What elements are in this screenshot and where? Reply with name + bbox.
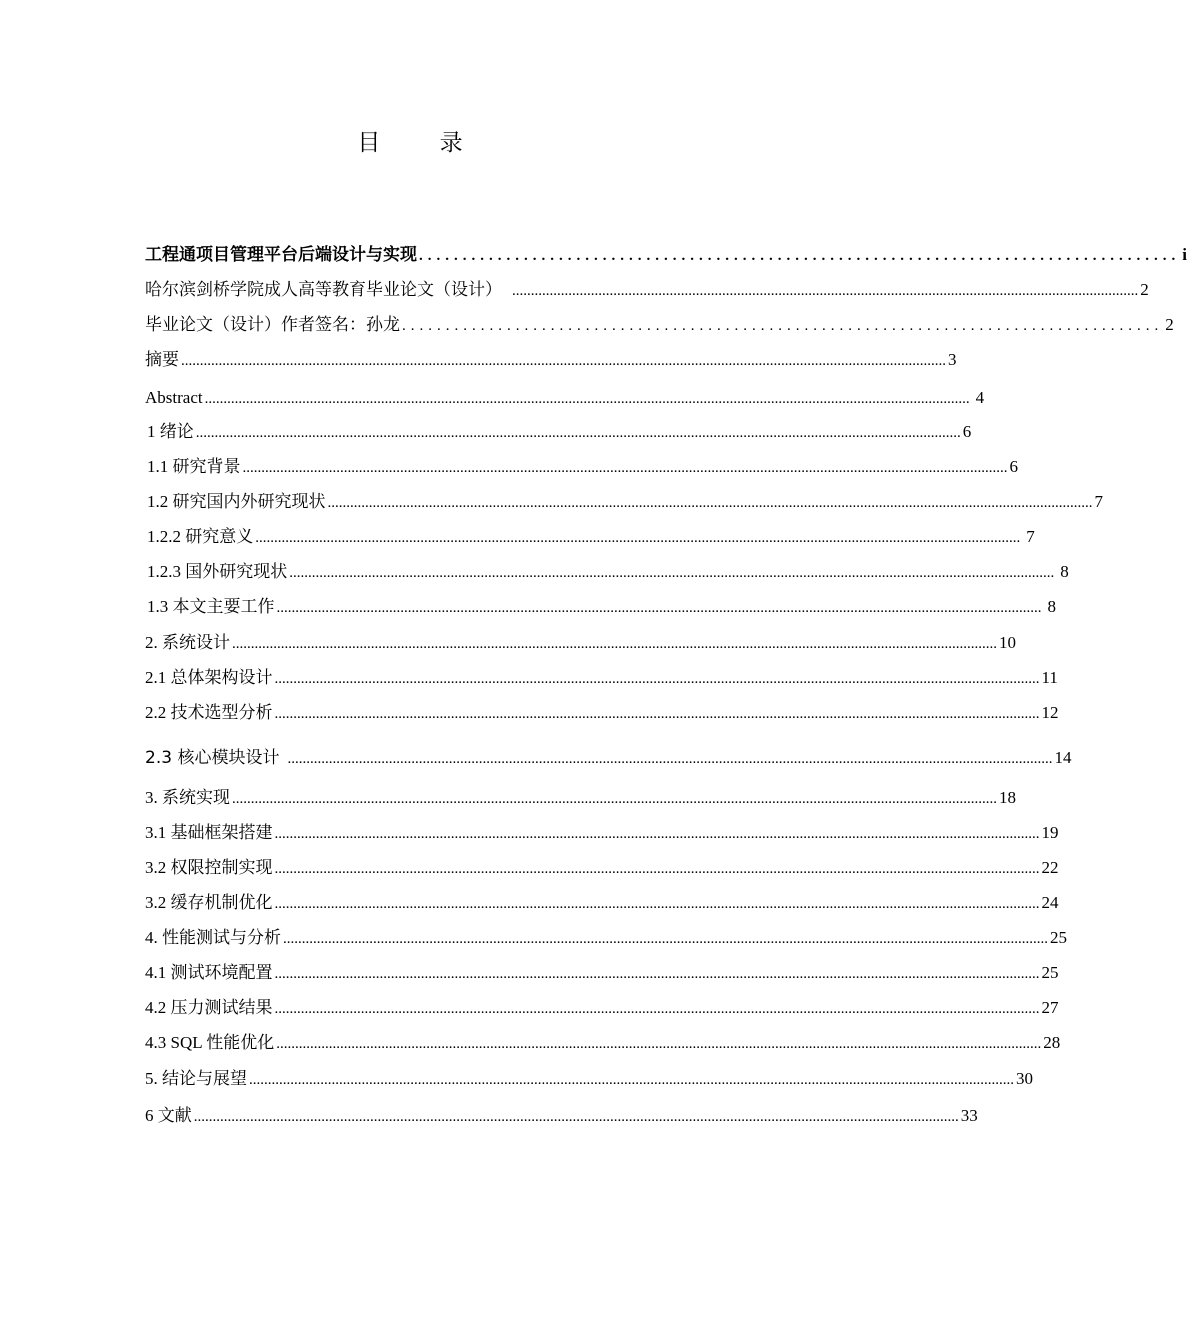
toc-entry-page: 19 bbox=[1041, 823, 1059, 842]
dot-leader: ............................................................................................................................................................................................................ bbox=[249, 1072, 1014, 1088]
dot-leader: ............................................................................................................................................................................................................ bbox=[287, 751, 1053, 767]
dot-leader: ............................................................................................................................................................................................................ bbox=[274, 671, 1040, 687]
toc-entry-page: 2 bbox=[1140, 280, 1149, 299]
dot-leader: ............................................................................................................................................................................................................ bbox=[276, 1036, 1042, 1052]
toc-entry-page: 12 bbox=[1041, 703, 1059, 722]
toc-entry-title: 毕业论文（设计）作者签名：孙龙 bbox=[145, 315, 400, 334]
toc-entry-title: 2.2 技术选型分析 bbox=[145, 703, 273, 722]
toc-entry-title: 摘要 bbox=[145, 350, 179, 369]
toc-entry-page: 4 bbox=[975, 388, 985, 407]
toc-entry[interactable] bbox=[145, 745, 1072, 771]
toc-entry[interactable] bbox=[145, 347, 957, 373]
toc-entry-page: 27 bbox=[1041, 998, 1059, 1017]
toc-entry-title: 3.2 缓存机制优化 bbox=[145, 893, 273, 912]
toc-entry-page: 25 bbox=[1041, 963, 1059, 982]
toc-entry-title: 6 文献 bbox=[145, 1106, 192, 1125]
toc-entry-title: 工程通项目管理平台后端设计与实现 bbox=[145, 245, 417, 264]
page-title: 目 录 bbox=[357, 130, 489, 156]
dot-leader: ............................................................................................................................................................................................................ bbox=[274, 706, 1040, 722]
dot-leader: ............................................................................................................................................................................................................ bbox=[195, 425, 961, 441]
toc-entry[interactable] bbox=[145, 312, 1174, 338]
toc-entry-title: 1 绪论 bbox=[147, 422, 194, 441]
toc-entry-page: 25 bbox=[1050, 928, 1067, 947]
toc-entry[interactable] bbox=[145, 1030, 1061, 1056]
dot-leader: ....................................................................................... bbox=[402, 318, 1164, 334]
toc-entry-title: 3. 系统实现 bbox=[145, 788, 230, 807]
toc-entry-page: 7 bbox=[1094, 492, 1103, 511]
dot-leader: ............................................................................................................................................................................................................ bbox=[283, 931, 1048, 947]
dot-leader: ............................................................................................................................................................................................................ bbox=[276, 600, 1042, 616]
toc-entry[interactable] bbox=[147, 419, 972, 445]
toc-entry-title: 4.1 测试环境配置 bbox=[145, 963, 273, 982]
toc-entry[interactable] bbox=[147, 559, 1069, 585]
dot-leader: ............................................................................................................................................................................................................ bbox=[274, 826, 1040, 842]
dot-leader: ............................................................................................................................................................................................................ bbox=[274, 896, 1040, 912]
toc-entry-page: 10 bbox=[999, 633, 1016, 652]
toc-entry-page: 6 bbox=[1009, 457, 1018, 476]
dot-leader: ............................................................................................................................................................................................................ bbox=[242, 460, 1008, 476]
toc-entry-title: 哈尔滨剑桥学院成人高等教育毕业论文（设计） bbox=[145, 280, 502, 299]
toc-entry[interactable] bbox=[145, 242, 1187, 268]
dot-leader: ............................................................................................................................................................................................................ bbox=[232, 791, 997, 807]
toc-entry[interactable] bbox=[145, 890, 1059, 916]
toc-entry-title: 1.1 研究背景 bbox=[147, 457, 241, 476]
toc-entry[interactable] bbox=[145, 385, 985, 411]
toc-entry[interactable] bbox=[145, 277, 1149, 303]
toc-entry-title: 1.2.2 研究意义 bbox=[147, 527, 254, 546]
toc-entry-page: 22 bbox=[1041, 858, 1059, 877]
toc-entry[interactable] bbox=[145, 1103, 978, 1129]
dot-leader: ....................................................................................... bbox=[419, 248, 1181, 264]
dot-leader: ............................................................................................................................................................................................................ bbox=[232, 636, 997, 652]
toc-entry[interactable] bbox=[145, 855, 1059, 881]
toc-entry[interactable] bbox=[147, 454, 1018, 480]
toc-entry[interactable] bbox=[147, 594, 1056, 620]
toc-entry-page: 6 bbox=[962, 422, 972, 441]
toc-entry[interactable] bbox=[147, 489, 1103, 515]
dot-leader: ............................................................................................................................................................................................................ bbox=[274, 861, 1040, 877]
toc-entry-page: 3 bbox=[948, 350, 957, 369]
toc-entry-page: 28 bbox=[1043, 1033, 1061, 1052]
toc-entry-title: 3.1 基础框架搭建 bbox=[145, 823, 273, 842]
toc-entry[interactable] bbox=[145, 960, 1059, 986]
dot-leader: ............................................................................................................................................................................................................ bbox=[181, 353, 946, 369]
toc-entry-title: 3.2 权限控制实现 bbox=[145, 858, 273, 877]
toc-entry[interactable] bbox=[145, 665, 1058, 691]
toc-entry-title: 4.2 压力测试结果 bbox=[145, 998, 273, 1017]
toc-entry-page: 14 bbox=[1054, 748, 1072, 767]
toc-entry-page: 8 bbox=[1047, 597, 1056, 616]
toc-entry[interactable] bbox=[145, 630, 1016, 656]
toc-entry-title: 2.1 总体架构设计 bbox=[145, 668, 273, 687]
toc-entry-title: 1.2 研究国内外研究现状 bbox=[147, 492, 326, 511]
toc-entry-title: 4. 性能测试与分析 bbox=[145, 928, 281, 947]
toc-entry[interactable] bbox=[145, 700, 1059, 726]
toc-entry-title: 2.3 核心模块设计 bbox=[145, 748, 280, 768]
toc-entry[interactable] bbox=[147, 524, 1035, 550]
toc-entry-title: Abstract bbox=[145, 388, 203, 407]
toc-entry-page: 11 bbox=[1041, 668, 1058, 687]
dot-leader: ....................................................................................................................................................................... bbox=[512, 283, 1139, 299]
dot-leader: ............................................................................................................................................................................................................ bbox=[204, 391, 970, 407]
toc-entry[interactable] bbox=[145, 1066, 1033, 1092]
toc-entry-page: 30 bbox=[1016, 1069, 1033, 1088]
toc-entry-page: 2 bbox=[1165, 315, 1174, 334]
toc-entry-title: 1.3 本文主要工作 bbox=[147, 597, 275, 616]
toc-entry-title: 2. 系统设计 bbox=[145, 633, 230, 652]
dot-leader: ............................................................................................................................................................................................................ bbox=[193, 1109, 959, 1125]
toc-entry-title: 1.2.3 国外研究现状 bbox=[147, 562, 288, 581]
toc-entry[interactable] bbox=[145, 995, 1059, 1021]
dot-leader: ............................................................................................................................................................................................................ bbox=[255, 530, 1021, 546]
toc-entry-title: 4.3 SQL 性能优化 bbox=[145, 1033, 275, 1052]
toc-entry-page: 7 bbox=[1026, 527, 1035, 546]
toc-entry-page: 18 bbox=[999, 788, 1016, 807]
dot-leader: ............................................................................................................................................................................................................ bbox=[327, 495, 1093, 511]
toc-entry-title: 5. 结论与展望 bbox=[145, 1069, 247, 1088]
toc-entry-page: i bbox=[1182, 245, 1187, 264]
dot-leader: ............................................................................................................................................................................................................ bbox=[289, 565, 1055, 581]
dot-leader: ............................................................................................................................................................................................................ bbox=[274, 1001, 1040, 1017]
toc-entry-page: 33 bbox=[960, 1106, 978, 1125]
toc-entry-page: 24 bbox=[1041, 893, 1059, 912]
toc-entry[interactable] bbox=[145, 925, 1067, 951]
toc-entry-page: 8 bbox=[1060, 562, 1069, 581]
dot-leader: ............................................................................................................................................................................................................ bbox=[274, 966, 1040, 982]
toc-entry[interactable] bbox=[145, 820, 1059, 846]
toc-entry[interactable] bbox=[145, 785, 1016, 811]
